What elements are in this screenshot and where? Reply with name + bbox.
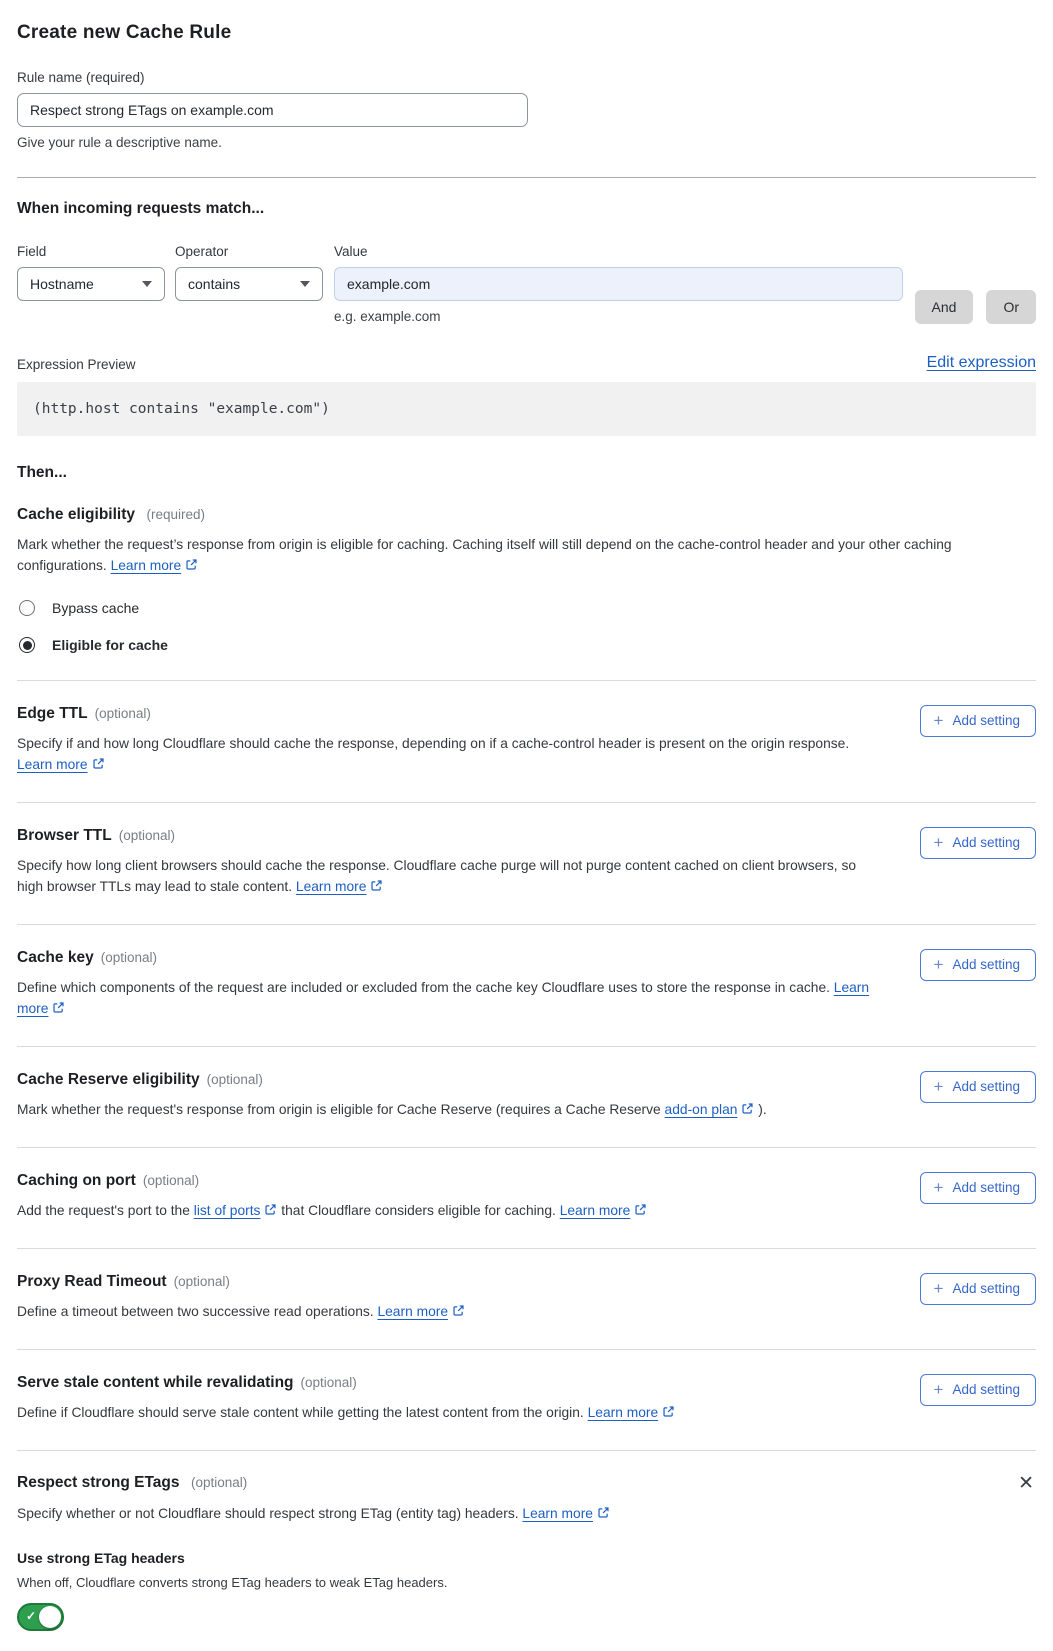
value-input[interactable] (334, 267, 903, 301)
expression-preview-code: (http.host contains "example.com") (17, 382, 1036, 436)
plus-icon: + (933, 1178, 944, 1197)
setting-section-cache-key (17, 924, 1036, 1046)
setting-info (17, 705, 920, 775)
external-link-icon (370, 879, 383, 892)
plus-icon: + (933, 711, 944, 730)
field-column (17, 244, 165, 324)
setting-tag: (optional) (206, 1072, 263, 1087)
setting-section-browser-ttl (17, 802, 1036, 924)
setting-row (17, 1071, 1036, 1120)
close-icon[interactable]: ✕ (1018, 1473, 1034, 1494)
field-select[interactable] (17, 267, 165, 301)
setting-title: Browser TTL (17, 827, 112, 844)
edit-expression-link[interactable]: Edit expression (926, 354, 1036, 371)
setting-heading (17, 705, 880, 723)
list-of-ports-link[interactable]: list of ports (194, 1203, 278, 1218)
setting-heading (17, 827, 880, 845)
external-link-icon (92, 757, 105, 770)
plus-icon: + (933, 955, 944, 974)
value-helper: e.g. example.com (334, 309, 441, 324)
etag-heading-row (17, 1474, 1036, 1493)
setting-info (17, 1374, 920, 1423)
cache-eligibility-title: Cache eligibility (17, 506, 136, 523)
add-setting-label: Add setting (952, 713, 1020, 728)
setting-info (17, 949, 920, 1019)
setting-info (17, 1071, 920, 1120)
learn-more-link[interactable]: Learn more (17, 980, 870, 1016)
etag-subtitle: Use strong ETag headers (17, 1550, 185, 1566)
then-heading: Then... (17, 464, 67, 481)
add-setting-button-edge-ttl[interactable] (920, 705, 1036, 737)
etag-heading (17, 1474, 247, 1492)
setting-section-caching-on-port (17, 1147, 1036, 1248)
page-title: Create new Cache Rule (17, 22, 232, 43)
setting-description: Define a timeout between two successive read operations. Learn more (17, 1301, 880, 1322)
value-column (334, 244, 903, 324)
value-label: Value (334, 244, 368, 259)
add-setting-label: Add setting (952, 1180, 1020, 1195)
etag-subtext: When off, Cloudflare converts strong ETag headers to weak ETag headers. (17, 1575, 448, 1590)
external-link-icon (634, 1203, 647, 1216)
and-or-buttons (915, 290, 1036, 324)
add-on-plan-link[interactable]: add-on plan (665, 1102, 755, 1117)
setting-description: Add the request's port to the list of ports that Cloudflare considers eligible for caching. Learn more (17, 1200, 880, 1221)
setting-title: Caching on port (17, 1172, 136, 1189)
section-divider (17, 177, 1036, 178)
match-heading: When incoming requests match... (17, 200, 265, 217)
learn-more-link[interactable]: Learn more (296, 879, 384, 894)
or-button[interactable]: Or (986, 290, 1036, 324)
setting-heading (17, 1273, 880, 1291)
setting-tag: (optional) (300, 1375, 357, 1390)
optional-settings-list (17, 680, 1036, 1450)
operator-column (175, 244, 323, 324)
setting-tag: (optional) (142, 1173, 200, 1188)
setting-title: Proxy Read Timeout (17, 1273, 167, 1290)
setting-section-edge-ttl (17, 680, 1036, 802)
chevron-down-icon (300, 281, 310, 287)
add-setting-label: Add setting (952, 957, 1020, 972)
setting-tag: (optional) (100, 950, 157, 965)
setting-tag: (optional) (94, 706, 151, 721)
chevron-down-icon (142, 281, 152, 287)
radio-option-label: Bypass cache (52, 600, 140, 616)
setting-section-proxy-read-timeout (17, 1248, 1036, 1349)
radio-option-eligible-for-cache[interactable] (17, 637, 1036, 653)
setting-row (17, 1374, 1036, 1423)
plus-icon: + (933, 1380, 944, 1399)
radio-option-label: Eligible for cache (52, 637, 168, 653)
rule-name-group (17, 70, 1036, 150)
rule-name-helper: Give your rule a descriptive name. (17, 135, 222, 150)
operator-label: Operator (175, 244, 229, 259)
setting-info (17, 1172, 920, 1221)
setting-section-serve-stale-content-while-revalidating (17, 1349, 1036, 1450)
setting-heading (17, 949, 880, 967)
setting-title: Cache Reserve eligibility (17, 1071, 200, 1088)
setting-heading (17, 1374, 880, 1392)
and-button[interactable]: And (915, 290, 974, 324)
add-setting-label: Add setting (952, 1382, 1020, 1397)
learn-more-link[interactable]: Learn more (560, 1203, 648, 1218)
add-setting-label: Add setting (952, 835, 1020, 850)
operator-select[interactable] (175, 267, 323, 301)
check-icon: ✓ (26, 1609, 37, 1623)
setting-description: Specify if and how long Cloudflare should cache the response, depending on if a cache-control header is present on the origin response. Learn more (17, 736, 850, 772)
external-link-icon (185, 558, 198, 571)
plus-icon: + (933, 833, 944, 852)
etag-tag: (optional) (190, 1475, 248, 1490)
setting-title: Edge TTL (17, 705, 88, 722)
setting-description: Define if Cloudflare should serve stale content while getting the latest content from the origin. Learn more (17, 1402, 880, 1423)
learn-more-link[interactable]: Learn more (377, 1304, 465, 1319)
rule-name-input[interactable] (17, 93, 528, 127)
add-setting-button-cache-key[interactable] (920, 949, 1036, 981)
cache-eligibility-options (17, 600, 1036, 653)
learn-more-link[interactable]: Learn more (17, 757, 105, 772)
setting-info (17, 827, 920, 897)
cache-eligibility-heading (17, 506, 1036, 524)
etag-title: Respect strong ETags (17, 1474, 180, 1491)
setting-tag: (optional) (118, 828, 176, 843)
setting-row (17, 1273, 1036, 1322)
expression-preview-row (17, 354, 1036, 372)
external-link-icon (452, 1304, 465, 1317)
setting-title: Cache key (17, 949, 94, 966)
radio-option-bypass-cache[interactable] (17, 600, 1036, 616)
plus-icon: + (933, 1077, 944, 1096)
setting-description: Mark whether the request's response from origin is eligible for Cache Reserve (requires a Cache Reserve add-on plan ). (17, 1102, 767, 1117)
add-setting-button-caching-on-port[interactable] (920, 1172, 1036, 1204)
add-setting-label: Add setting (952, 1079, 1020, 1094)
respect-strong-etags-section (17, 1450, 1036, 1631)
radio-selected-icon[interactable] (19, 637, 35, 653)
rule-name-label: Rule name (required) (17, 70, 145, 85)
external-link-icon (597, 1506, 610, 1519)
match-builder-row (17, 244, 1036, 324)
toggle-knob (39, 1606, 61, 1628)
setting-row (17, 1172, 1036, 1221)
field-select-value: Hostname (30, 276, 94, 292)
external-link-icon (52, 1001, 65, 1014)
add-setting-label: Add setting (952, 1281, 1020, 1296)
setting-info (17, 1273, 920, 1322)
setting-title: Serve stale content while revalidating (17, 1374, 294, 1391)
etag-description: Specify whether or not Cloudflare should respect strong ETag (entity tag) headers. Learn more (17, 1503, 1029, 1524)
add-setting-button-browser-ttl[interactable] (920, 827, 1036, 859)
cache-eligibility-section (17, 506, 1036, 653)
cache-eligibility-description: Mark whether the request’s response from origin is eligible for caching. Caching itself will still depend on the cache-control header and your other caching configurations. Learn more (17, 537, 952, 573)
expression-preview-label: Expression Preview (17, 357, 136, 372)
setting-row (17, 827, 1036, 897)
add-setting-button-cache-reserve-eligibility[interactable] (920, 1071, 1036, 1103)
strong-etag-toggle[interactable] (17, 1603, 64, 1631)
setting-section-cache-reserve-eligibility (17, 1046, 1036, 1147)
setting-row (17, 705, 1036, 775)
external-link-icon (662, 1405, 675, 1418)
setting-heading (17, 1071, 880, 1089)
learn-more-link[interactable]: Learn more (588, 1405, 676, 1420)
external-link-icon (264, 1203, 277, 1216)
radio-unselected-icon[interactable] (19, 600, 35, 616)
cache-eligibility-tag: (required) (146, 507, 205, 522)
setting-tag: (optional) (173, 1274, 230, 1289)
setting-description: Specify how long client browsers should cache the response. Cloudflare cache purge will not purge content cached on client browsers, so high browser TTLs may lead to stale content. Learn more (17, 858, 857, 894)
operator-select-value: contains (188, 276, 241, 292)
add-setting-button-proxy-read-timeout[interactable] (920, 1273, 1036, 1305)
learn-more-link[interactable]: Learn more (522, 1506, 610, 1521)
setting-description: Define which components of the request are included or excluded from the cache key Cloudflare uses to store the response in cache. Learn more (17, 980, 870, 1016)
setting-row (17, 949, 1036, 1019)
plus-icon: + (933, 1279, 944, 1298)
setting-heading (17, 1172, 880, 1190)
external-link-icon (741, 1102, 754, 1115)
field-label: Field (17, 244, 47, 259)
learn-more-link[interactable]: Learn more (111, 558, 199, 573)
add-setting-button-serve-stale-content-while-revalidating[interactable] (920, 1374, 1036, 1406)
